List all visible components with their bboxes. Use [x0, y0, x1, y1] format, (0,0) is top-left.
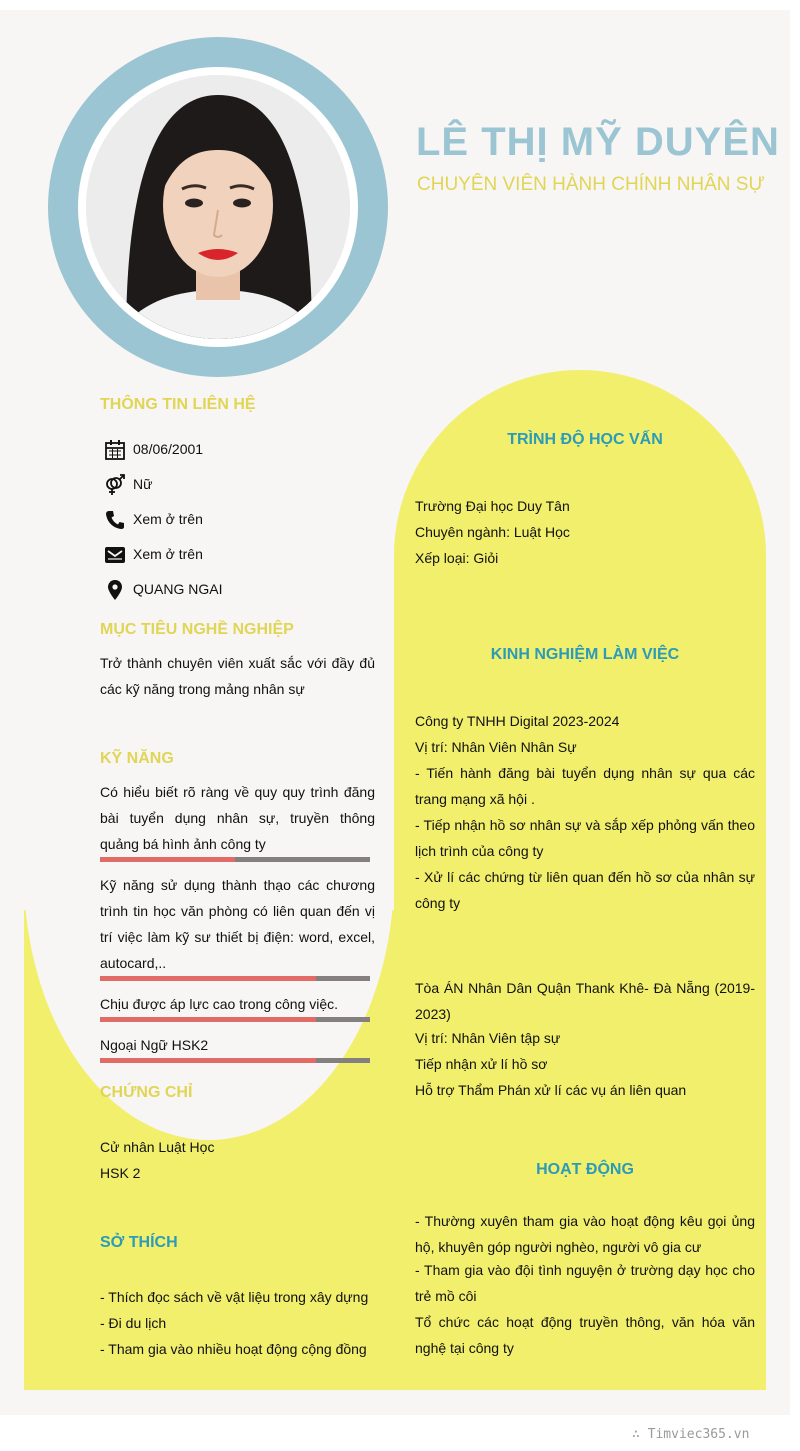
skill-text-4: Ngoại Ngữ HSK2 — [100, 1037, 209, 1053]
phone-value: Xem ở trên — [133, 511, 203, 527]
calendar-icon — [104, 439, 126, 461]
email-value: Xem ở trên — [133, 546, 203, 562]
experience-heading: KINH NGHIỆM LÀM VIỆC — [490, 646, 680, 663]
job-title: CHUYÊN VIÊN HÀNH CHÍNH NHÂN SỰ — [417, 174, 765, 195]
activity-2: - Tham gia vào đội tình nguyện ở trường dạy học cho trẻ mồ côi — [415, 1262, 755, 1304]
job-1-detail-3: - Xử lí các chứng từ liên quan đến hồ sơ của nhân sự công ty — [415, 869, 755, 911]
skill-bar-3 — [100, 1017, 370, 1022]
gender-value: Nữ — [133, 476, 153, 492]
birthday-value: 08/06/2001 — [133, 441, 204, 457]
skill-bar-1 — [100, 857, 370, 862]
hobbies-heading: SỞ THÍCH — [100, 1234, 178, 1251]
skill-bar-4 — [100, 1058, 370, 1063]
job-2-position: Vị trí: Nhân Viên tập sự — [415, 1030, 561, 1046]
contact-row-email — [100, 544, 380, 568]
full-name: LÊ THỊ MỸ DUYÊN — [416, 120, 780, 164]
contact-row-gender — [100, 474, 380, 498]
objective-text: Trở thành chuyên viên xuất sắc với đầy đủ các kỹ năng trong mảng nhân sự — [100, 655, 375, 697]
skill-bar-fill-2 — [100, 976, 316, 981]
skill-bar-fill-4 — [100, 1058, 316, 1063]
education-grade: Xếp loại: Giỏi — [415, 550, 499, 566]
job-2-company: Tòa ÁN Nhân Dân Quận Thank Khê- Đà Nẵng (2019-2023) — [415, 980, 755, 1022]
objective-heading: MỤC TIÊU NGHỀ NGHIỆP — [100, 621, 294, 638]
address-value: QUANG NGAI — [133, 581, 223, 597]
activities-heading: HOẠT ĐỘNG — [536, 1161, 634, 1178]
skill-bar-fill-3 — [100, 1017, 316, 1022]
job-1-position: Vị trí: Nhân Viên Nhân Sự — [415, 739, 577, 755]
certificate-1: Cử nhân Luật Học — [100, 1139, 215, 1155]
skill-text-2: Kỹ năng sử dụng thành thạo các chương trình tin học văn phòng có liên quan đến vị trí việc làm kỹ sư thiết bị điện: word, excel, autocard,.. — [100, 877, 375, 971]
skill-text-1: Có hiểu biết rõ ràng về quy quy trình đăng bài tuyển dụng nhân sự, truyền thông quảng bá hình ảnh công ty — [100, 784, 375, 852]
avatar-portrait-icon — [86, 75, 350, 339]
job-1-company: Công ty TNHH Digital 2023-2024 — [415, 713, 620, 729]
watermark: ∴ Timviec365.vn — [632, 1427, 750, 1442]
contact-row-birthday — [100, 439, 380, 463]
job-2-detail-1: Tiếp nhận xử lí hồ sơ — [415, 1056, 548, 1072]
job-1-detail-1: - Tiến hành đăng bài tuyển dụng nhân sự qua các trang mạng xã hội . — [415, 765, 755, 807]
job-2-detail-2: Hỗ trợ Thẩm Phán xử lí các vụ án liên quan — [415, 1082, 687, 1098]
skill-text-3: Chịu được áp lực cao trong công việc. — [100, 996, 339, 1012]
hobby-3: - Tham gia vào nhiều hoạt động cộng đồng — [100, 1341, 367, 1357]
certificates-heading: CHỨNG CHỈ — [100, 1084, 193, 1101]
email-icon — [104, 544, 126, 566]
job-1-detail-2: - Tiếp nhận hồ sơ nhân sự và sắp xếp phỏng vấn theo lịch trình của công ty — [415, 817, 755, 859]
location-icon — [104, 579, 126, 601]
contact-heading: THÔNG TIN LIÊN HỆ — [100, 396, 256, 413]
gender-icon — [104, 474, 126, 496]
skills-heading: KỸ NĂNG — [100, 750, 174, 767]
education-major: Chuyên ngành: Luật Học — [415, 524, 570, 540]
hobby-1: - Thích đọc sách về vật liệu trong xây dựng — [100, 1289, 369, 1305]
hobby-2: - Đi du lịch — [100, 1315, 167, 1331]
contact-row-phone — [100, 509, 380, 533]
education-school: Trường Đại học Duy Tân — [415, 498, 570, 514]
phone-icon — [104, 509, 126, 531]
contact-row-address — [100, 579, 380, 603]
skill-bar-2 — [100, 976, 370, 981]
avatar — [86, 75, 350, 339]
cv-page — [0, 10, 790, 1415]
activity-3: Tổ chức các hoạt động truyền thông, văn hóa văn nghệ tại công ty — [415, 1314, 755, 1356]
skill-bar-fill-1 — [100, 857, 235, 862]
education-heading: TRÌNH ĐỘ HỌC VẤN — [507, 431, 663, 448]
certificate-2: HSK 2 — [100, 1165, 141, 1181]
activity-1: - Thường xuyên tham gia vào hoạt động kêu gọi ủng hộ, khuyên góp người nghèo, người vô gia cư — [415, 1213, 755, 1255]
